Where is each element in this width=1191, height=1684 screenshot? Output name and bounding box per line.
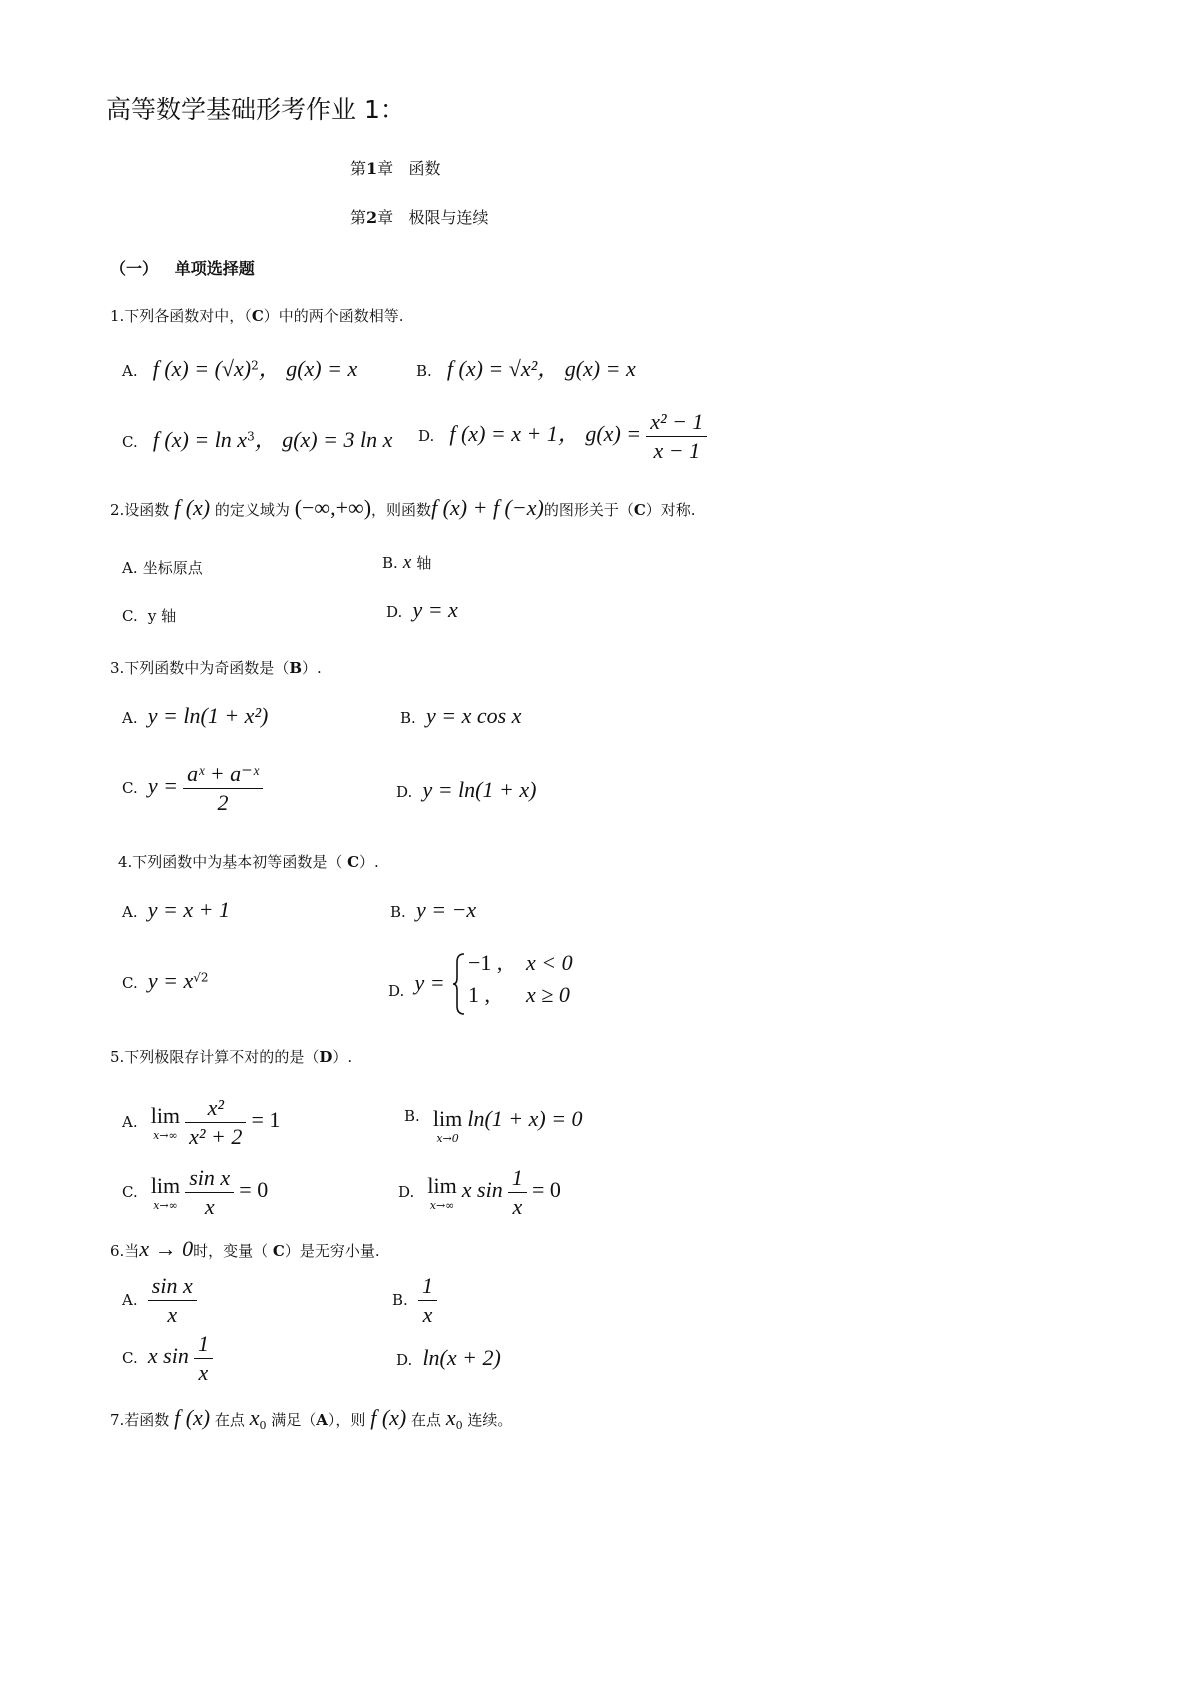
q1-option-d: D. f (x) = x + 1， g(x) = $\frac{\text{x² − 1}}{x - 1}$ (418, 408, 707, 465)
question-5-stem: 5.下列极限存计算不对的的是（D）. (110, 1048, 353, 1066)
q4-option-a: A. y = x + 1 (122, 897, 231, 922)
section-heading: （一） 单项选择题 (110, 259, 255, 278)
q5-c-fraction: $\frac{\text{sin x}}{x}$ (185, 1164, 234, 1221)
q6-option-d: D. ln(x + 2) (396, 1345, 501, 1370)
document-title: 高等数学基础形考作业 1： (106, 95, 405, 124)
question-6-stem: 6.当x → 0时，变量（ C）是无穷小量. (110, 1236, 380, 1261)
q1-option-b: B. f (x) = √x²， g(x) = x (416, 356, 636, 381)
question-2-stem: 2.设函数 f (x) 的定义域为 (−∞,+∞)，则函数f (x) + f (−x)的图形关于（C）对称. (110, 495, 696, 520)
question-7-stem: 7.若函数 f (x) 在点 $x_0$ 满足（A），则 f (x) 在点 $x_0$ 连续。 (110, 1405, 513, 1432)
q6-option-b: B. $\frac{1}{x}$ (392, 1272, 437, 1329)
q3-option-a: A. y = ln(1 + x²) (122, 703, 269, 728)
q5-option-c: C. lim x→∞ $\frac{\text{sin x}}{x}$ = 0 (122, 1165, 269, 1219)
q1-option-c: C. f $(x) = \ln x^3$， g(x) = 3 ln x (122, 427, 393, 452)
question-3-stem: 3.下列函数中为奇函数是（B）. (110, 659, 322, 677)
q1-option-a: A. f $(x) = (√x)^2$， g(x) = x (122, 356, 358, 381)
q4-option-d: D. y = −1 , x < 0 1 , x ≥ 0 (388, 950, 445, 976)
q5-option-a: A. lim x→∞ $\frac{\text{x²}}{\text{x² + 2}}$ = 1 (122, 1095, 281, 1149)
q3-option-d: D. y = ln(1 + x) (396, 777, 537, 802)
q2-option-a: A. 坐标原点 (122, 559, 203, 577)
chapter-heading-1: 第1章 函数 (350, 159, 441, 178)
q6-option-a: A. $\frac{\text{sin x}}{x}$ (122, 1272, 197, 1329)
q3-option-b: B. y = x cos x (400, 703, 522, 728)
q6-b-fraction: $\frac{1}{x}$ (418, 1272, 437, 1329)
q6-a-fraction: $\frac{\text{sin x}}{x}$ (148, 1272, 197, 1329)
q5-option-d: D. lim x→∞ x sin $\frac{1}{x}$ = 0 (398, 1165, 561, 1219)
q5-a-fraction: $\frac{\text{x²}}{\text{x² + 2}}$ (185, 1094, 246, 1151)
q1-d-fraction: $\frac{\text{x² − 1}}{x - 1}$ (646, 408, 707, 465)
q4-option-c: C. $y = x^{√2}$ (122, 968, 209, 993)
question-4-stem: 4.下列函数中为基本初等函数是（ C）. (118, 853, 379, 871)
q2-option-b: B. x 轴 (382, 552, 432, 573)
q3-c-fraction: $\frac{\text{aˣ + a⁻ˣ}}{2}$ (183, 760, 263, 817)
chapter-heading-2: 第2章 极限与连续 (350, 208, 489, 227)
q4-option-b: B. y = −x (390, 897, 477, 922)
q2-option-c: C. y 轴 (122, 607, 177, 625)
q3-option-c: C. y = $\frac{\text{aˣ + a⁻ˣ}}{2}$ (122, 760, 263, 817)
question-1-stem: 1.下列各函数对中，（C）中的两个函数相等. (110, 307, 404, 325)
piecewise-rows: −1 , x < 0 1 , x ≥ 0 (468, 950, 573, 1007)
q5-option-b: B. lim x→0 ln(1 + x) = 0 (404, 1106, 583, 1145)
q6-c-fraction: $\frac{1}{x}$ (194, 1330, 213, 1387)
q5-d-fraction: $\frac{1}{x}$ (508, 1164, 527, 1221)
q2-option-d: D. y = x (386, 597, 458, 622)
q6-option-c: C. x sin $\frac{1}{x}$ (122, 1330, 213, 1387)
piecewise-brace (452, 952, 466, 1016)
